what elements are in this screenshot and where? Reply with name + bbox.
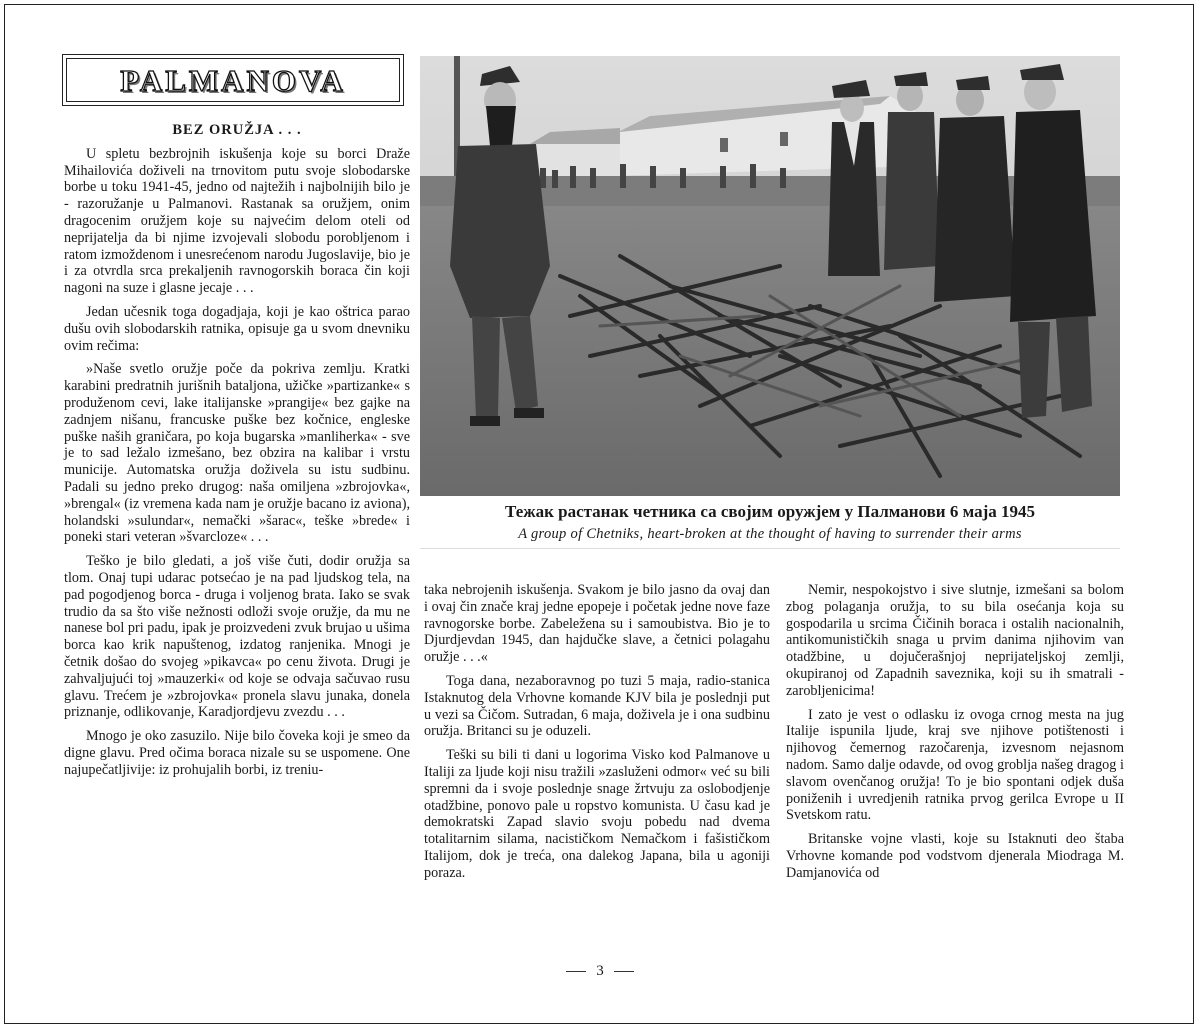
article-column-2 bbox=[424, 582, 770, 889]
paragraph: Nemir, nespokojstvo i sive slutnje, izmešani sa bolom zbog polaganja oružja, to su bila osećanja koja su gospodarila u srcima Čičinih boraca i ostalih nacionalnih, antikomunističkih snaga u prvim danima njihovim van otadžbine, u dojučerašnjoj neprijateljskoj zemlji, okupiranoj od Zapadnih saveznika, koji su ih smatrali - zarobljenicima! bbox=[786, 582, 1124, 699]
caption-english: A group of Chetniks, heart-broken at the thought of having to surrender their arms bbox=[518, 526, 1022, 542]
paragraph: Teški su bili ti dani u logorima Visko kod Palmanove u Italiji za ljude koji nisu tražili »zasluženi odmor« već su bili spremni da i svoje poslednje snage žrtvuju za oslobodjenje otadžbine, ponovo pale u ropstvo komunista. U času kad je demokratski Zapad slavio svoju pobedu nad dvema totalitarnim silama, nacističkom Nemačkom i fašističkom Italijom, dok je treća, ona dalekog Japana, bila u agoniji poraza. bbox=[424, 747, 770, 881]
paragraph: Jedan učesnik toga dogadjaja, koji je kao oštrica parao dušu ovih slobodarskih ratnika, opisuje ga u svom dnevniku ovim rečima: bbox=[64, 303, 410, 354]
paragraph: U spletu bezbrojnih iskušenja koje su borci Draže Mihailovića doživeli na trnovitom putu svoje slobodarske borbe u toku 1941-45, jedno od najtežih i najbolnijih bilo je - razoružanje u Palmanovi. Rastanak sa oružjem, onim dragocenim oružjem koje su najvećim delom oteli od neprijatelja da bi njime izvojevali slobodu porobljenom i ratom izmoždenom i unesrećenom narodu Jugoslavije, bio je i za otvrdla srca prekaljenih ravnogorskih boraca čin koji nagoni na suze i glasne jecaje . . . bbox=[64, 145, 410, 297]
paragraph: Toga dana, nezaboravnog po tuzi 5 maja, radio-stanica Istaknutog dela Vrhovne komande KJV bila je poslednji put u vezi sa Čičom. Sutradan, 6 maja, doživela je i ona sudbinu oružja. Britanci su je oduzeli. bbox=[424, 672, 770, 740]
paragraph: Teško je bilo gledati, a još više čuti, dodir oružja sa tlom. Onaj tupi udarac potsećao je na pad ljudskog tela, na pad pogodjenog borca - druga i voljenog brata. Iako se svak trudio da sa što više nežnosti odloži svoje oružje, da mu ne nanese bol pri padu, ipak je proizvedeni zvuk brujao u ušima borca kao krik napuštenog, izdatog ranjenika. Mnogi je četnik došao do svojeg »pikavca« po cenu života. Drugi je zahvaljujući toj »mauzerki« od koje se odvaja sačuvao rusu glavu. Trećem je »zbrojovka« pronela slavu junaka, donela priznanje, odlikovanje, Karadjordjevu zvezdu . . . bbox=[64, 553, 410, 721]
article-column-1 bbox=[64, 122, 410, 785]
page-number-value: 3 bbox=[596, 963, 604, 979]
subheading: BEZ ORUŽJA . . . bbox=[172, 122, 302, 138]
paragraph: »Naše svetlo oružje poče da pokriva zemlju. Kratki karabini predratnih jurišnih bataljona, užičke »partizanke« s produženom cevi, lake italijanske »prangije« bez gajke na zadnjem nišanu, francuske puške bez kočnice, engleske puške naših graničara, po koja bugarska »manliherka« - sve je to sad ležalo izmešano, bez obzira na kalibar i vrstu municije. Automatska oružja doživela su istu sudbinu. Padali su jedno preko drugog: naša omiljena »zbrojovka«, »brengal« (iz vremena kada nam je oružje bacano iz aviona), holandski »sulundar«, nemački »šarac«, teške »brede« i poneki stari veteran »švarcloze« . . . bbox=[64, 361, 410, 546]
paragraph: Britanske vojne vlasti, koje su Istaknuti deo štaba Vrhovne komande pod vodstvom djenerala Miodraga M. Damjanovića od bbox=[786, 831, 1124, 881]
photo-caption bbox=[420, 496, 1120, 549]
paragraph: Mnogo je oko zasuzilo. Nije bilo čoveka koji je smeo da digne glavu. Pred očima boraca nizale su se uspomene. One najupečatljivije: iz prohujalih borbi, iz treniu- bbox=[64, 728, 410, 778]
chetniks-photo bbox=[420, 56, 1120, 496]
title-box bbox=[62, 54, 404, 106]
dash-left bbox=[566, 971, 586, 972]
page-title: PALMANOVA bbox=[120, 63, 346, 98]
article-column-3 bbox=[786, 582, 1124, 889]
dash-right bbox=[614, 971, 634, 972]
paragraph: I zato je vest o odlasku iz ovoga crnog mesta na jug Italije ispunila ljude, kraj sve njihove potištenosti i njihovog čemernog razočarenja, izvesnom nejasnom nadom. Samo dalje odavde, od ovog groblja našeg dragog i slavom ovenčanog oružja! To je bio spontani odjek duša poniženih i uvredjenih ratnika prvog gerilca Evrope u II Svetskom ratu. bbox=[786, 706, 1124, 824]
caption-cyrillic: Тежак растанак четника са својим оружјем у Палманови 6 маја 1945 bbox=[505, 502, 1035, 521]
page-number bbox=[0, 963, 1200, 980]
paragraph: taka nebrojenih iskušenja. Svakom je bilo jasno da ovaj dan i ovaj čin znače kraj jedne epopeje i početak jedne nove faze ravnogorske borbe. Zabeležena su i samoubistva. Bio je to Djurdjevdan 1945, dan hajdučke slave, a četnici polagahu oružje . . .« bbox=[424, 582, 770, 666]
